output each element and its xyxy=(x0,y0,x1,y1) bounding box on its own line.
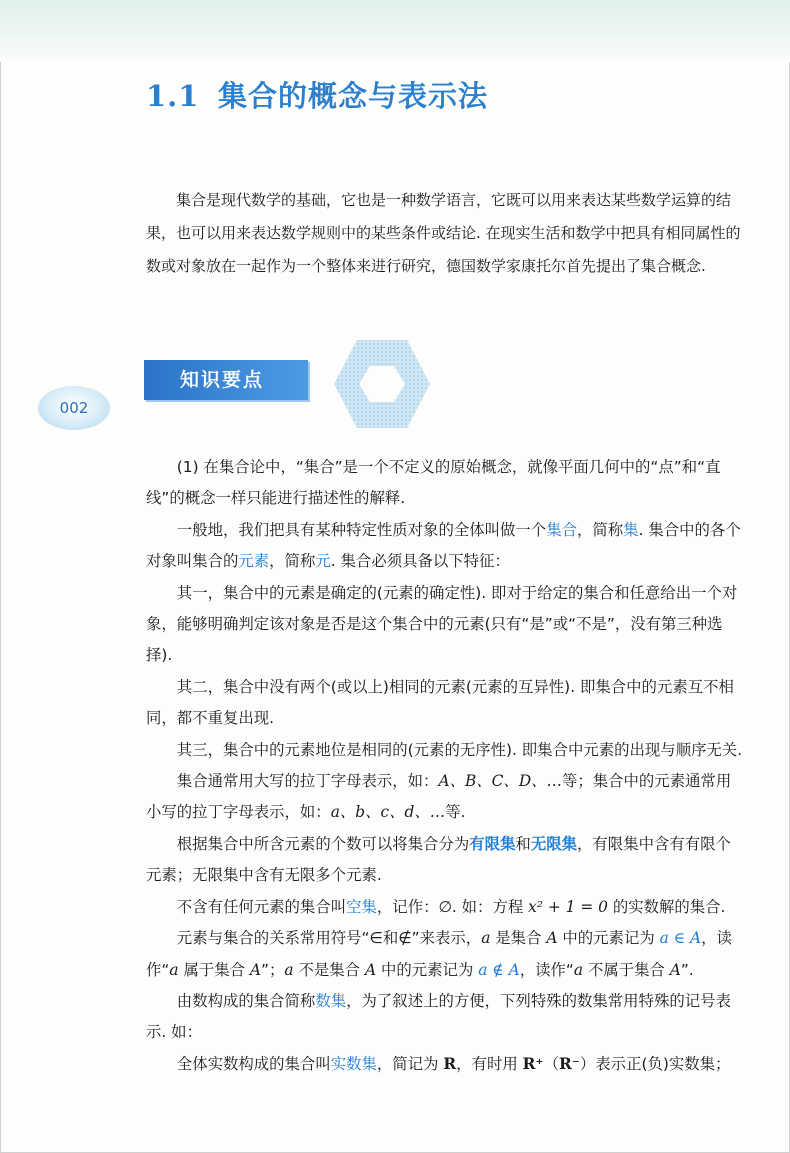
paragraph-7 xyxy=(146,829,746,892)
text-span: （ xyxy=(543,1054,559,1073)
text-span: 不含有任何元素的集合叫 xyxy=(176,897,347,916)
term-set-short: 集 xyxy=(623,520,639,539)
text-span: 等；集合中的元素通常用小写的拉丁字母表示，如： xyxy=(146,772,732,822)
paragraph-9 xyxy=(146,923,746,986)
term-belongs: a ∈ A xyxy=(659,929,702,948)
text-span: 不是集合 xyxy=(293,960,365,979)
text-span: 等. xyxy=(445,803,466,822)
text-span: 由数构成的集合简称 xyxy=(176,991,316,1010)
term-number-set: 数集 xyxy=(315,991,347,1010)
text-span: 一般地，我们把具有某种特定性质对象的全体叫做一个 xyxy=(176,520,547,539)
paragraph-5: 其三，集合中的元素地位是相同的(元素的无序性). 即集合中元素的出现与顺序无关. xyxy=(176,740,743,759)
paragraph-6 xyxy=(146,766,746,829)
text-span: ）表示正(负)实数集； xyxy=(579,1054,731,1073)
page-number-badge: 002 xyxy=(38,386,110,430)
text-span: ，简称 xyxy=(269,552,316,571)
text-span: . 集合中的各个对象叫集合的 xyxy=(146,520,741,571)
text-span: 的实数解的集合. xyxy=(607,897,726,916)
text-span: ，读作“ xyxy=(146,929,732,979)
text-span: 元素与集合的关系常用符号“∈和∉”来表示， xyxy=(176,929,482,948)
math-equation: x² + 1 = 0 xyxy=(528,897,608,916)
text-span: ”； xyxy=(261,960,285,979)
math-real: R xyxy=(443,1054,457,1073)
text-span: ，记作：∅. 如：方程 xyxy=(376,897,529,916)
text-span: ，为了叙述上的方便，下列特殊的数集常用特殊的记号表示. 如： xyxy=(146,991,731,1042)
math-var: A xyxy=(546,929,558,948)
text-span: 中的元素记为 xyxy=(557,929,660,948)
paragraph-3: 其一，集合中的元素是确定的(元素的确定性). 即对于给定的集合和任意给出一个对象，能够明确判定该对象是否是这个集合中的元素(只有“是”或“不是”，没有第三种选择). xyxy=(146,583,738,665)
term-element: 元素 xyxy=(238,552,270,571)
text-span: ，读作“ xyxy=(519,960,574,979)
math-var: a xyxy=(169,960,179,979)
text-span: 是集合 xyxy=(490,929,547,948)
math-var: a xyxy=(284,960,294,979)
text-span: 和 xyxy=(515,834,531,853)
text-span: 不属于集合 xyxy=(583,960,670,979)
paragraph-1: (1) 在集合论中，“集合”是一个不定义的原始概念，就像平面几何中的“点”和“直线”的概念一样只能进行描述性的解释. xyxy=(146,458,721,508)
term-real-set: 实数集 xyxy=(330,1054,377,1073)
text-span: 属于集合 xyxy=(178,960,250,979)
body-text xyxy=(146,452,746,1080)
math-var: a xyxy=(573,960,584,979)
text-span: 中的元素记为 xyxy=(376,960,479,979)
term-empty-set: 空集 xyxy=(346,897,377,916)
math-uppercase-list: A、B、C、D、… xyxy=(438,772,562,791)
term-not-belongs: a ∉ A xyxy=(478,960,520,979)
math-var: A xyxy=(669,960,681,979)
paragraph-8 xyxy=(146,892,746,923)
term-set: 集合 xyxy=(546,520,577,539)
paragraph-11 xyxy=(146,1049,746,1080)
math-var: a xyxy=(481,929,491,948)
term-finite-set: 有限集 xyxy=(469,834,516,853)
section-title: 集合的概念与表示法 xyxy=(218,79,489,113)
math-negative-real: R⁻ xyxy=(558,1054,580,1073)
knowledge-points-banner: 知识要点 xyxy=(144,360,308,400)
paragraph-10 xyxy=(146,986,746,1049)
text-span: 根据集合中所含元素的个数可以将集合分为 xyxy=(176,834,470,853)
text-span: ，简记为 xyxy=(376,1054,444,1073)
text-span: ，有时用 xyxy=(456,1054,523,1073)
section-number: 1.1 xyxy=(146,79,200,113)
text-span: . 集合必须具备以下特征： xyxy=(330,552,510,571)
text-span: 全体实数构成的集合叫 xyxy=(176,1054,331,1073)
term-infinite-set: 无限集 xyxy=(530,834,578,853)
text-span: 集合通常用大写的拉丁字母表示，如： xyxy=(176,772,439,791)
math-lowercase-list: a、b、c、d、… xyxy=(330,803,446,822)
math-var: A xyxy=(249,960,262,979)
header-band xyxy=(0,0,790,62)
math-var: A xyxy=(364,960,377,979)
paragraph-4: 其二，集合中没有两个(或以上)相同的元素(元素的互异性). 即集合中的元素互不相同，都不重复出现. xyxy=(146,677,734,728)
intro-paragraph xyxy=(146,184,742,283)
paragraph-2 xyxy=(146,515,746,578)
hexagon-ornament-icon xyxy=(332,338,432,430)
section-heading xyxy=(146,74,488,115)
text-span: ，有限集中含有有限个元素；无限集中含有无限多个元素. xyxy=(146,834,731,885)
text-span: ，简称 xyxy=(576,520,624,539)
text-span: ”. xyxy=(680,960,694,979)
math-positive-real: R⁺ xyxy=(522,1054,544,1073)
intro-text: 集合是现代数学的基础，它也是一种数学语言，它既可以用来表达某些数学运算的结果，也可以用来表达数学规则中的某些条件或结论. 在现实生活和数学中把具有相同属性的数或对象放在一起作为一个整体来进行研究，德国数学家康托尔首先提出了集合概念. xyxy=(146,191,741,275)
term-element-short: 元 xyxy=(315,552,331,571)
